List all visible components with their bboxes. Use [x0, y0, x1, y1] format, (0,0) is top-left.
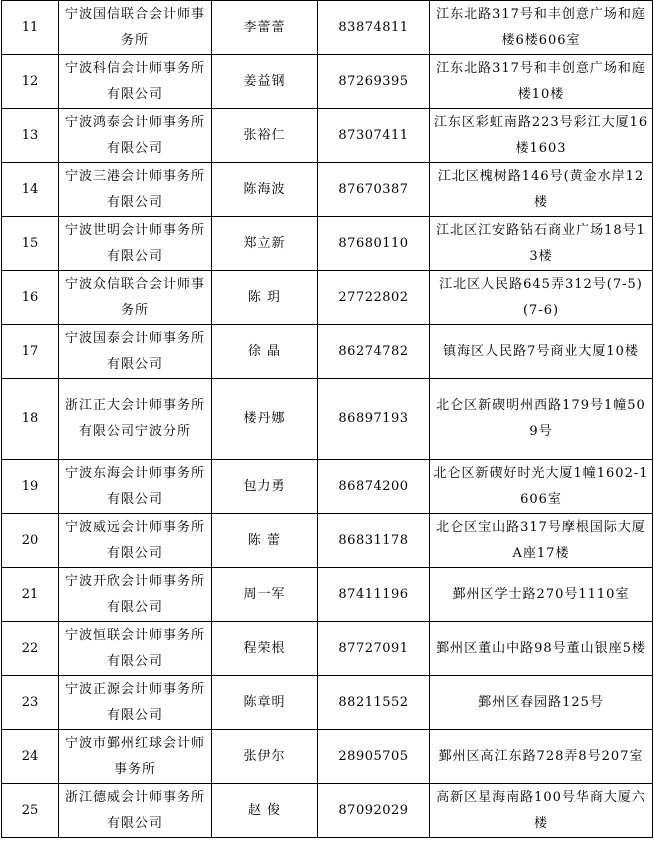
table-row	[2, 109, 653, 163]
phone-number: 87411196	[318, 568, 430, 622]
row-number: 13	[2, 109, 59, 163]
phone-number: 87269395	[318, 55, 430, 109]
row-number: 22	[2, 622, 59, 676]
contact-person: 周一军	[212, 568, 318, 622]
firm-address: 北仑区宝山路317号摩根国际大厦A座17楼	[430, 514, 653, 568]
firm-address: 鄞州区董山中路98号董山银座5楼	[430, 622, 653, 676]
table-row	[2, 784, 653, 838]
row-number: 20	[2, 514, 59, 568]
table-row	[2, 55, 653, 109]
firm-name: 宁波三港会计师事务所有限公司	[59, 163, 212, 217]
phone-number: 83874811	[318, 1, 430, 55]
contact-person: 徐 晶	[212, 325, 318, 379]
table-row	[2, 676, 653, 730]
contact-person: 张裕仁	[212, 109, 318, 163]
contact-person: 李蕾蕾	[212, 1, 318, 55]
firm-name: 宁波市鄞州红球会计师事务所	[59, 730, 212, 784]
contact-person: 陈 蕾	[212, 514, 318, 568]
contact-person: 陈海波	[212, 163, 318, 217]
firm-name: 宁波恒联会计师事务所有限公司	[59, 622, 212, 676]
row-number: 21	[2, 568, 59, 622]
contact-person: 陈 玥	[212, 271, 318, 325]
row-number: 11	[2, 1, 59, 55]
firm-address: 镇海区人民路7号商业大厦10楼	[430, 325, 653, 379]
contact-person: 陈章明	[212, 676, 318, 730]
firm-name: 宁波国泰会计师事务所有限公司	[59, 325, 212, 379]
firm-name: 浙江德威会计师事务所有限公司	[59, 784, 212, 838]
firm-name: 宁波威远会计师事务所有限公司	[59, 514, 212, 568]
firm-address: 鄞州区高江东路728弄8号207室	[430, 730, 653, 784]
row-number: 16	[2, 271, 59, 325]
phone-number: 87670387	[318, 163, 430, 217]
firm-address: 北仑区新碶好时光大厦1幢1602-1606室	[430, 460, 653, 514]
firm-address: 鄞州区学士路270号1110室	[430, 568, 653, 622]
firm-name: 宁波东海会计师事务所有限公司	[59, 460, 212, 514]
contact-person: 赵 俊	[212, 784, 318, 838]
phone-number: 87680110	[318, 217, 430, 271]
phone-number: 86874200	[318, 460, 430, 514]
firm-name: 宁波正源会计师事务所有限公司	[59, 676, 212, 730]
phone-number: 28905705	[318, 730, 430, 784]
firm-address: 江北区槐树路146号(黄金水岸12楼	[430, 163, 653, 217]
phone-number: 87727091	[318, 622, 430, 676]
table-row	[2, 568, 653, 622]
table-row	[2, 217, 653, 271]
row-number: 12	[2, 55, 59, 109]
firm-name: 宁波科信会计师事务所有限公司	[59, 55, 212, 109]
row-number: 14	[2, 163, 59, 217]
phone-number: 86831178	[318, 514, 430, 568]
row-number: 19	[2, 460, 59, 514]
firm-address: 江北区江安路钻石商业广场18号13楼	[430, 217, 653, 271]
phone-number: 27722802	[318, 271, 430, 325]
row-number: 18	[2, 379, 59, 460]
row-number: 25	[2, 784, 59, 838]
table-row	[2, 271, 653, 325]
table-row	[2, 379, 653, 460]
firm-address: 江东北路317号和丰创意广场和庭楼6楼606室	[430, 1, 653, 55]
phone-number: 86897193	[318, 379, 430, 460]
phone-number: 87092029	[318, 784, 430, 838]
firm-address: 江东北路317号和丰创意广场和庭楼10楼	[430, 55, 653, 109]
firm-name: 宁波国信联合会计师事务所	[59, 1, 212, 55]
accounting-firm-table	[1, 0, 653, 838]
row-number: 15	[2, 217, 59, 271]
table-row	[2, 514, 653, 568]
table-row	[2, 325, 653, 379]
firm-name: 宁波世明会计师事务所有限公司	[59, 217, 212, 271]
firm-address: 江东区彩虹南路223号彩江大厦16楼1603	[430, 109, 653, 163]
table-row	[2, 622, 653, 676]
firm-address: 高新区星海南路100号华商大厦六楼	[430, 784, 653, 838]
contact-person: 楼丹娜	[212, 379, 318, 460]
firm-name: 浙江正大会计师事务所有限公司宁波分所	[59, 379, 212, 460]
firm-name: 宁波鸿泰会计师事务所有限公司	[59, 109, 212, 163]
table-row	[2, 1, 653, 55]
row-number: 23	[2, 676, 59, 730]
contact-person: 张伊尔	[212, 730, 318, 784]
firm-address: 北仑区新碶明州西路179号1幢509号	[430, 379, 653, 460]
phone-number: 86274782	[318, 325, 430, 379]
firm-name: 宁波众信联合会计师事务所	[59, 271, 212, 325]
table-row	[2, 730, 653, 784]
phone-number: 87307411	[318, 109, 430, 163]
firm-name: 宁波开欣会计师事务所有限公司	[59, 568, 212, 622]
table-row	[2, 460, 653, 514]
row-number: 24	[2, 730, 59, 784]
table-row	[2, 163, 653, 217]
contact-person: 程荣根	[212, 622, 318, 676]
row-number: 17	[2, 325, 59, 379]
firm-address: 鄞州区春园路125号	[430, 676, 653, 730]
firm-address: 江北区人民路645弄312号(7-5) (7-6)	[430, 271, 653, 325]
contact-person: 包力勇	[212, 460, 318, 514]
contact-person: 郑立新	[212, 217, 318, 271]
phone-number: 88211552	[318, 676, 430, 730]
contact-person: 姜益钢	[212, 55, 318, 109]
